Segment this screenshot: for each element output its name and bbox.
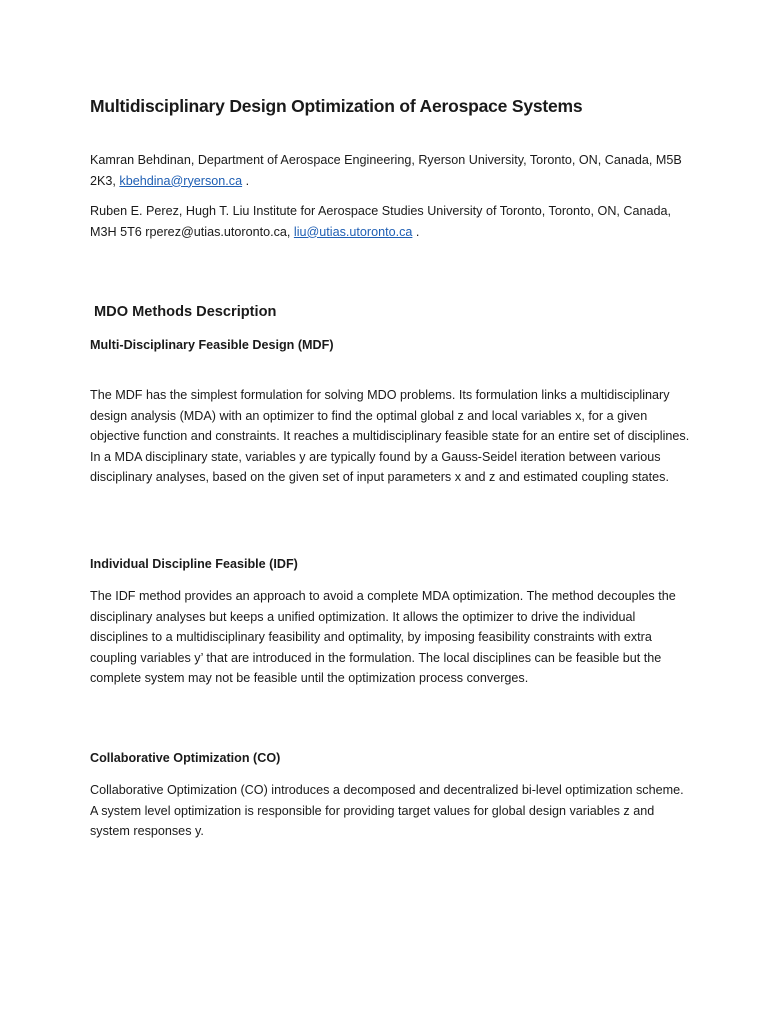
document-title: Multidisciplinary Design Optimization of Aerospace Systems [90, 96, 583, 116]
author-affiliation-2 [90, 201, 690, 242]
author-affiliation-1-suffix: . [242, 173, 250, 188]
author-affiliation-2-suffix: . [412, 224, 420, 239]
author-email-link-2[interactable]: liu@utias.utoronto.ca [293, 224, 413, 239]
subsection-heading-co: Collaborative Optimization (CO) [90, 751, 281, 765]
author-email-link-1[interactable]: kbehdina@ryerson.ca [119, 173, 243, 188]
subsection-heading-mdf: Multi-Disciplinary Feasible Design (MDF) [90, 338, 334, 352]
author-affiliation-2-text: Ruben E. Perez, Hugh T. Liu Institute for Aerospace Studies University of Toronto, Toronto, ON, Canada, M3H 5T6 rperez@utias.utoronto.ca, [90, 204, 672, 239]
author-affiliation-1 [90, 150, 690, 191]
subsection-heading-idf: Individual Discipline Feasible (IDF) [90, 557, 298, 571]
subsection-body-mdf: The MDF has the simplest formulation for solving MDO problems. Its formulation links a multidisciplinary design analysis (MDA) with an optimizer to find the optimal global z and local variables x, for a given objective function and constraints. It reaches a multidisciplinary feasible state for an entire set of disciplines. In a MDA disciplinary state, variables y are typically found by a Gauss-Seidel iteration between various disciplinary analyses, based on the given set of input parameters x and z and estimated coupling states. [90, 388, 690, 485]
subsection-body-co: Collaborative Optimization (CO) introduces a decomposed and decentralized bi-level optimization scheme. A system level optimization is responsible for providing target values for global design variables z and system responses y. [90, 783, 684, 839]
section-heading: MDO Methods Description [94, 304, 277, 320]
subsection-body-idf: The IDF method provides an approach to avoid a complete MDA optimization. The method decouples the disciplinary analyses but keeps a unified optimization. It allows the optimizer to drive the individual disciplines to a multidisciplinary feasibility and optimality, by imposing feasibility constraints with extra coupling variables y’ that are introduced in the formulation. The local disciplines can be feasible but the complete system may not be feasible until the optimization process converges. [90, 589, 676, 686]
author-affiliation-1-text: Kamran Behdinan, Department of Aerospace Engineering, Ryerson University, Toronto, ON, Canada, M5B 2K3, [90, 153, 682, 188]
